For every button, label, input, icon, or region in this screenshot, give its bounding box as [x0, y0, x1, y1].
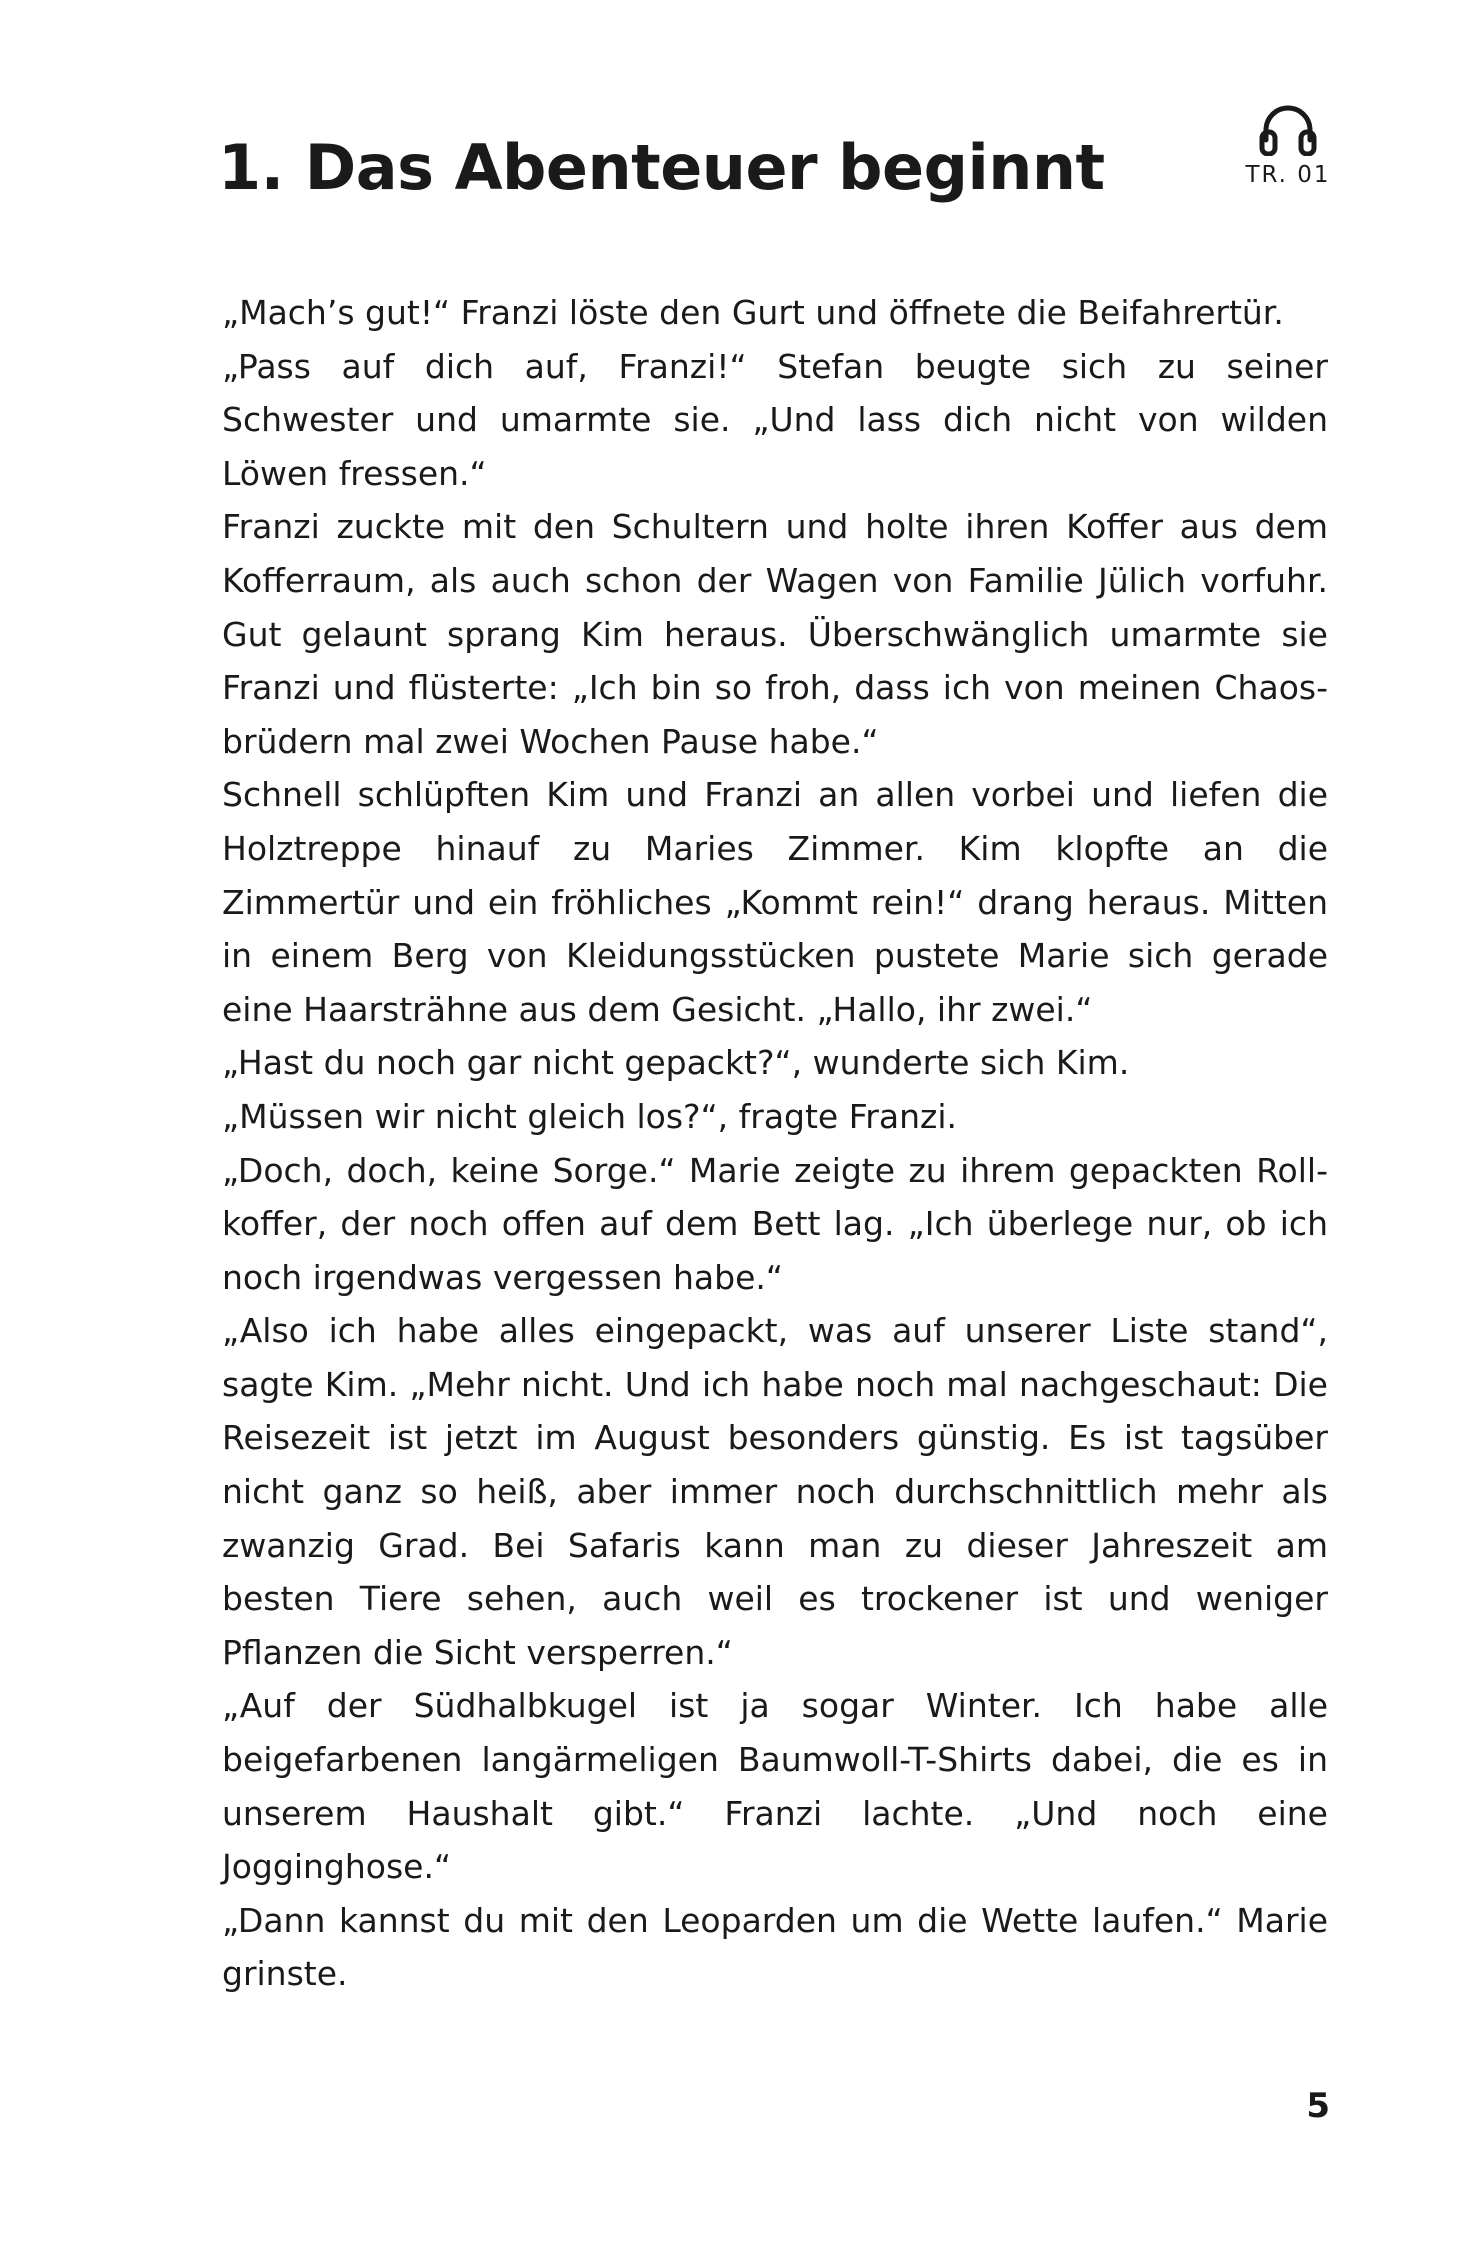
paragraph: Franzi zuckte mit den Schultern und holte ihren Koffer aus dem Kofferraum, als auch schon der Wagen von Familie Jülich vorfuhr. Gut gelaunt sprang Kim heraus. Überschwänglich umarmte sie Franzi und flüsterte: „Ich bin so froh, dass ich von meinen Chaosbrüdern mal zwei Wochen Pause habe.“	[222, 507, 1328, 761]
paragraph: „Dann kannst du mit den Leoparden um die Wette laufen.“ Marie grinste.	[222, 1900, 1328, 1994]
chapter-body	[222, 286, 1328, 2001]
paragraph: „Doch, doch, keine Sorge.“ Marie zeigte zu ihrem gepackten Rollkoffer, der noch offen auf dem Bett lag. „Ich überlege nur, ob ich noch irgendwas vergessen habe.“	[222, 1150, 1328, 1297]
paragraph: „Auf der Südhalbkugel ist ja sogar Winter. Ich habe alle beigefarbenen langärmeligen Baumwoll-T-Shirts dabei, die es in unserem Haushalt gibt.“ Franzi lachte. „Und noch eine Jogginghose.“	[222, 1686, 1328, 1887]
paragraph: „Also ich habe alles eingepackt, was auf unserer Liste stand“, sagte Kim. „Mehr nicht. Und ich habe noch mal nachgeschaut: Die Reisezeit ist jetzt im August besonders günstig. Es ist tagsüber nicht ganz so heiß, aber immer noch durchschnittlich mehr als zwanzig Grad. Bei Safaris kann man zu dieser Jahreszeit am besten Tiere sehen, auch weil es trockener ist und weniger Pflanzen die Sicht versperren.“	[222, 1311, 1328, 1672]
audio-track-marker	[1238, 100, 1338, 200]
chapter-title: 1. Das Abenteuer beginnt	[218, 131, 1105, 204]
paragraph: „Müssen wir nicht gleich los?“, fragte Franzi.	[222, 1096, 957, 1136]
headphones-icon	[1257, 100, 1319, 156]
paragraph: „Hast du noch gar nicht gepackt?“, wunderte sich Kim.	[222, 1043, 1130, 1083]
paragraph: Schnell schlüpften Kim und Franzi an allen vorbei und liefen die Holztreppe hinauf zu Maries Zimmer. Kim klopfte an die Zimmertür und ein fröhliches „Kommt rein!“ drang heraus. Mitten in einem Berg von Kleidungsstücken pustete Marie sich gerade eine Haarsträhne aus dem Gesicht. „Hallo, ihr zwei.“	[222, 775, 1328, 1029]
track-label: TR. 01	[1245, 162, 1331, 188]
paragraph: „Pass auf dich auf, Franzi!“ Stefan beugte sich zu seiner Schwester und umarmte sie. „Und lass dich nicht von wilden Löwen fressen.“	[222, 346, 1328, 493]
paragraph: „Mach’s gut!“ Franzi löste den Gurt und öffnete die Beifahrertür.	[222, 293, 1284, 332]
page-number: 5	[1306, 2086, 1330, 2126]
